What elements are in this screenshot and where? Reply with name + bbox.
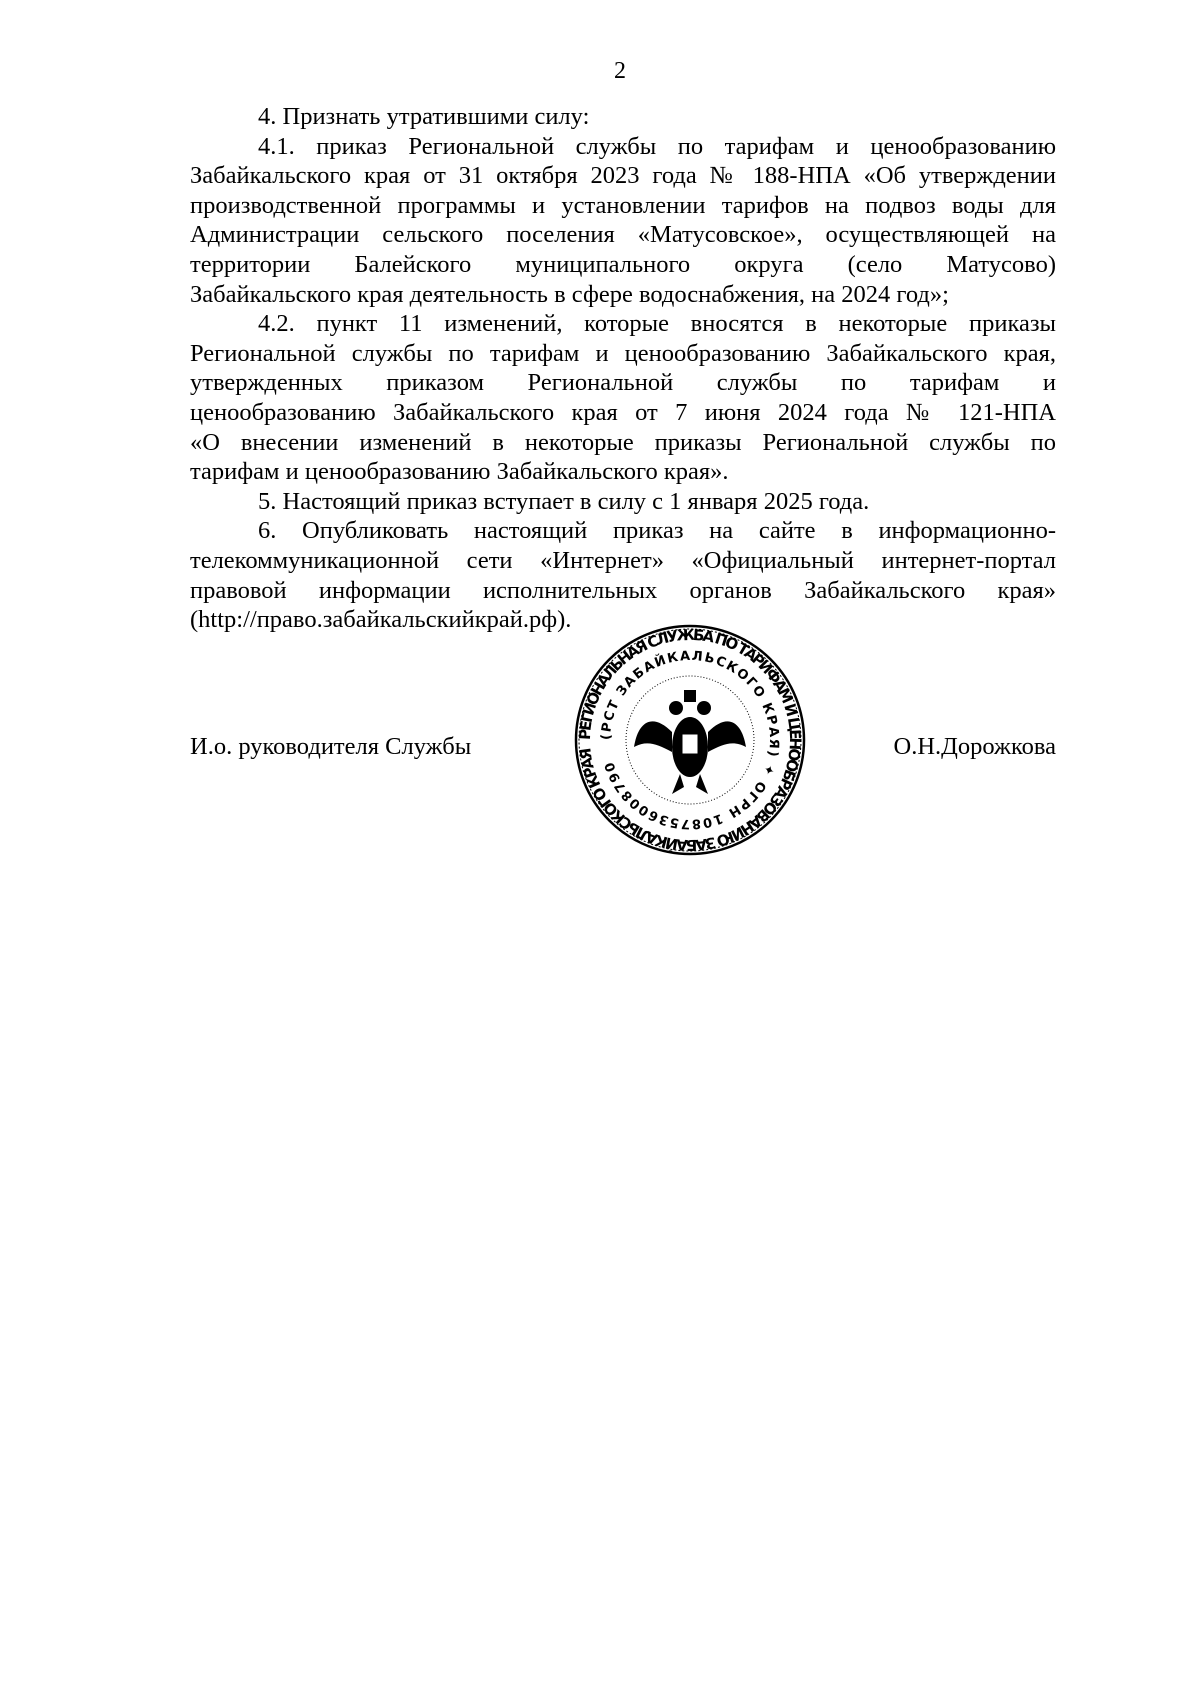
- text-line: 6. Опубликовать настоящий приказ на сайте в информационно-: [258, 517, 1056, 545]
- text-line: Региональной службы по тарифам и ценообразованию Забайкальского края,: [190, 339, 1056, 367]
- paragraph: [190, 487, 1056, 517]
- text-line: телекоммуникационной сети «Интернет» «Официальный интернет-портал: [190, 546, 1056, 574]
- text-line: (http://право.забайкальскийкрай.рф).: [190, 606, 572, 634]
- official-seal: [572, 622, 808, 858]
- paragraph: [190, 132, 1056, 310]
- text-line: производственной программы и установлении тарифов на подвоз воды для: [190, 191, 1056, 219]
- paragraph: [190, 309, 1056, 487]
- text-line: 4.1. приказ Региональной службы по тарифам и ценообразованию: [258, 132, 1056, 160]
- signatory-position: И.о. руководителя Службы: [190, 733, 472, 760]
- text-line: Администрации сельского поселения «Матусовское», осуществляющей на: [190, 221, 1056, 249]
- text-line: 4. Признать утратившими силу:: [258, 103, 590, 130]
- text-line: ценообразованию Забайкальского края от 7 июня 2024 года № 121-НПА: [190, 398, 1056, 426]
- signatory-name: О.Н.Дорожкова: [893, 733, 1056, 760]
- text-line: Забайкальского края от 31 октября 2023 года № 188-НПА «Об утверждении: [190, 162, 1056, 190]
- document-body: [190, 102, 1056, 635]
- text-line: 5. Настоящий приказ вступает в силу с 1 января 2025 года.: [258, 487, 870, 515]
- text-line: территории Балейского муниципального округа (село Матусово): [190, 250, 1056, 278]
- coat-of-arms-icon: [634, 690, 746, 794]
- text-line: Забайкальского края деятельность в сфере водоснабжения, на 2024 год»;: [190, 280, 949, 308]
- text-line: правовой информации исполнительных органов Забайкальского края»: [190, 576, 1056, 604]
- paragraph: [190, 516, 1056, 634]
- page-number: 2: [614, 58, 626, 84]
- paragraph: [190, 102, 1056, 132]
- text-line: «О внесении изменений в некоторые приказы Региональной службы по: [190, 428, 1056, 456]
- svg-text:(РСТ ЗАБАЙКАЛЬСКОГО КРАЯ) ✦ ОГ: (РСТ ЗАБАЙКАЛЬСКОГО КРАЯ) ✦ ОГРН 1087536008790: [598, 648, 782, 832]
- svg-text:РЕГИОНАЛЬНАЯ СЛУЖБА ПО ТАРИФАМ: РЕГИОНАЛЬНАЯ СЛУЖБА ПО ТАРИФАМ И ЦЕНООБРАЗОВАНИЮ ЗАБАЙКАЛЬСКОГО КРАЯ: [575, 625, 805, 855]
- text-line: утвержденных приказом Региональной службы по тарифам и: [190, 369, 1056, 397]
- text-line: 4.2. пункт 11 изменений, которые вносятся в некоторые приказы: [258, 310, 1056, 338]
- text-line: тарифам и ценообразованию Забайкальского края».: [190, 458, 729, 486]
